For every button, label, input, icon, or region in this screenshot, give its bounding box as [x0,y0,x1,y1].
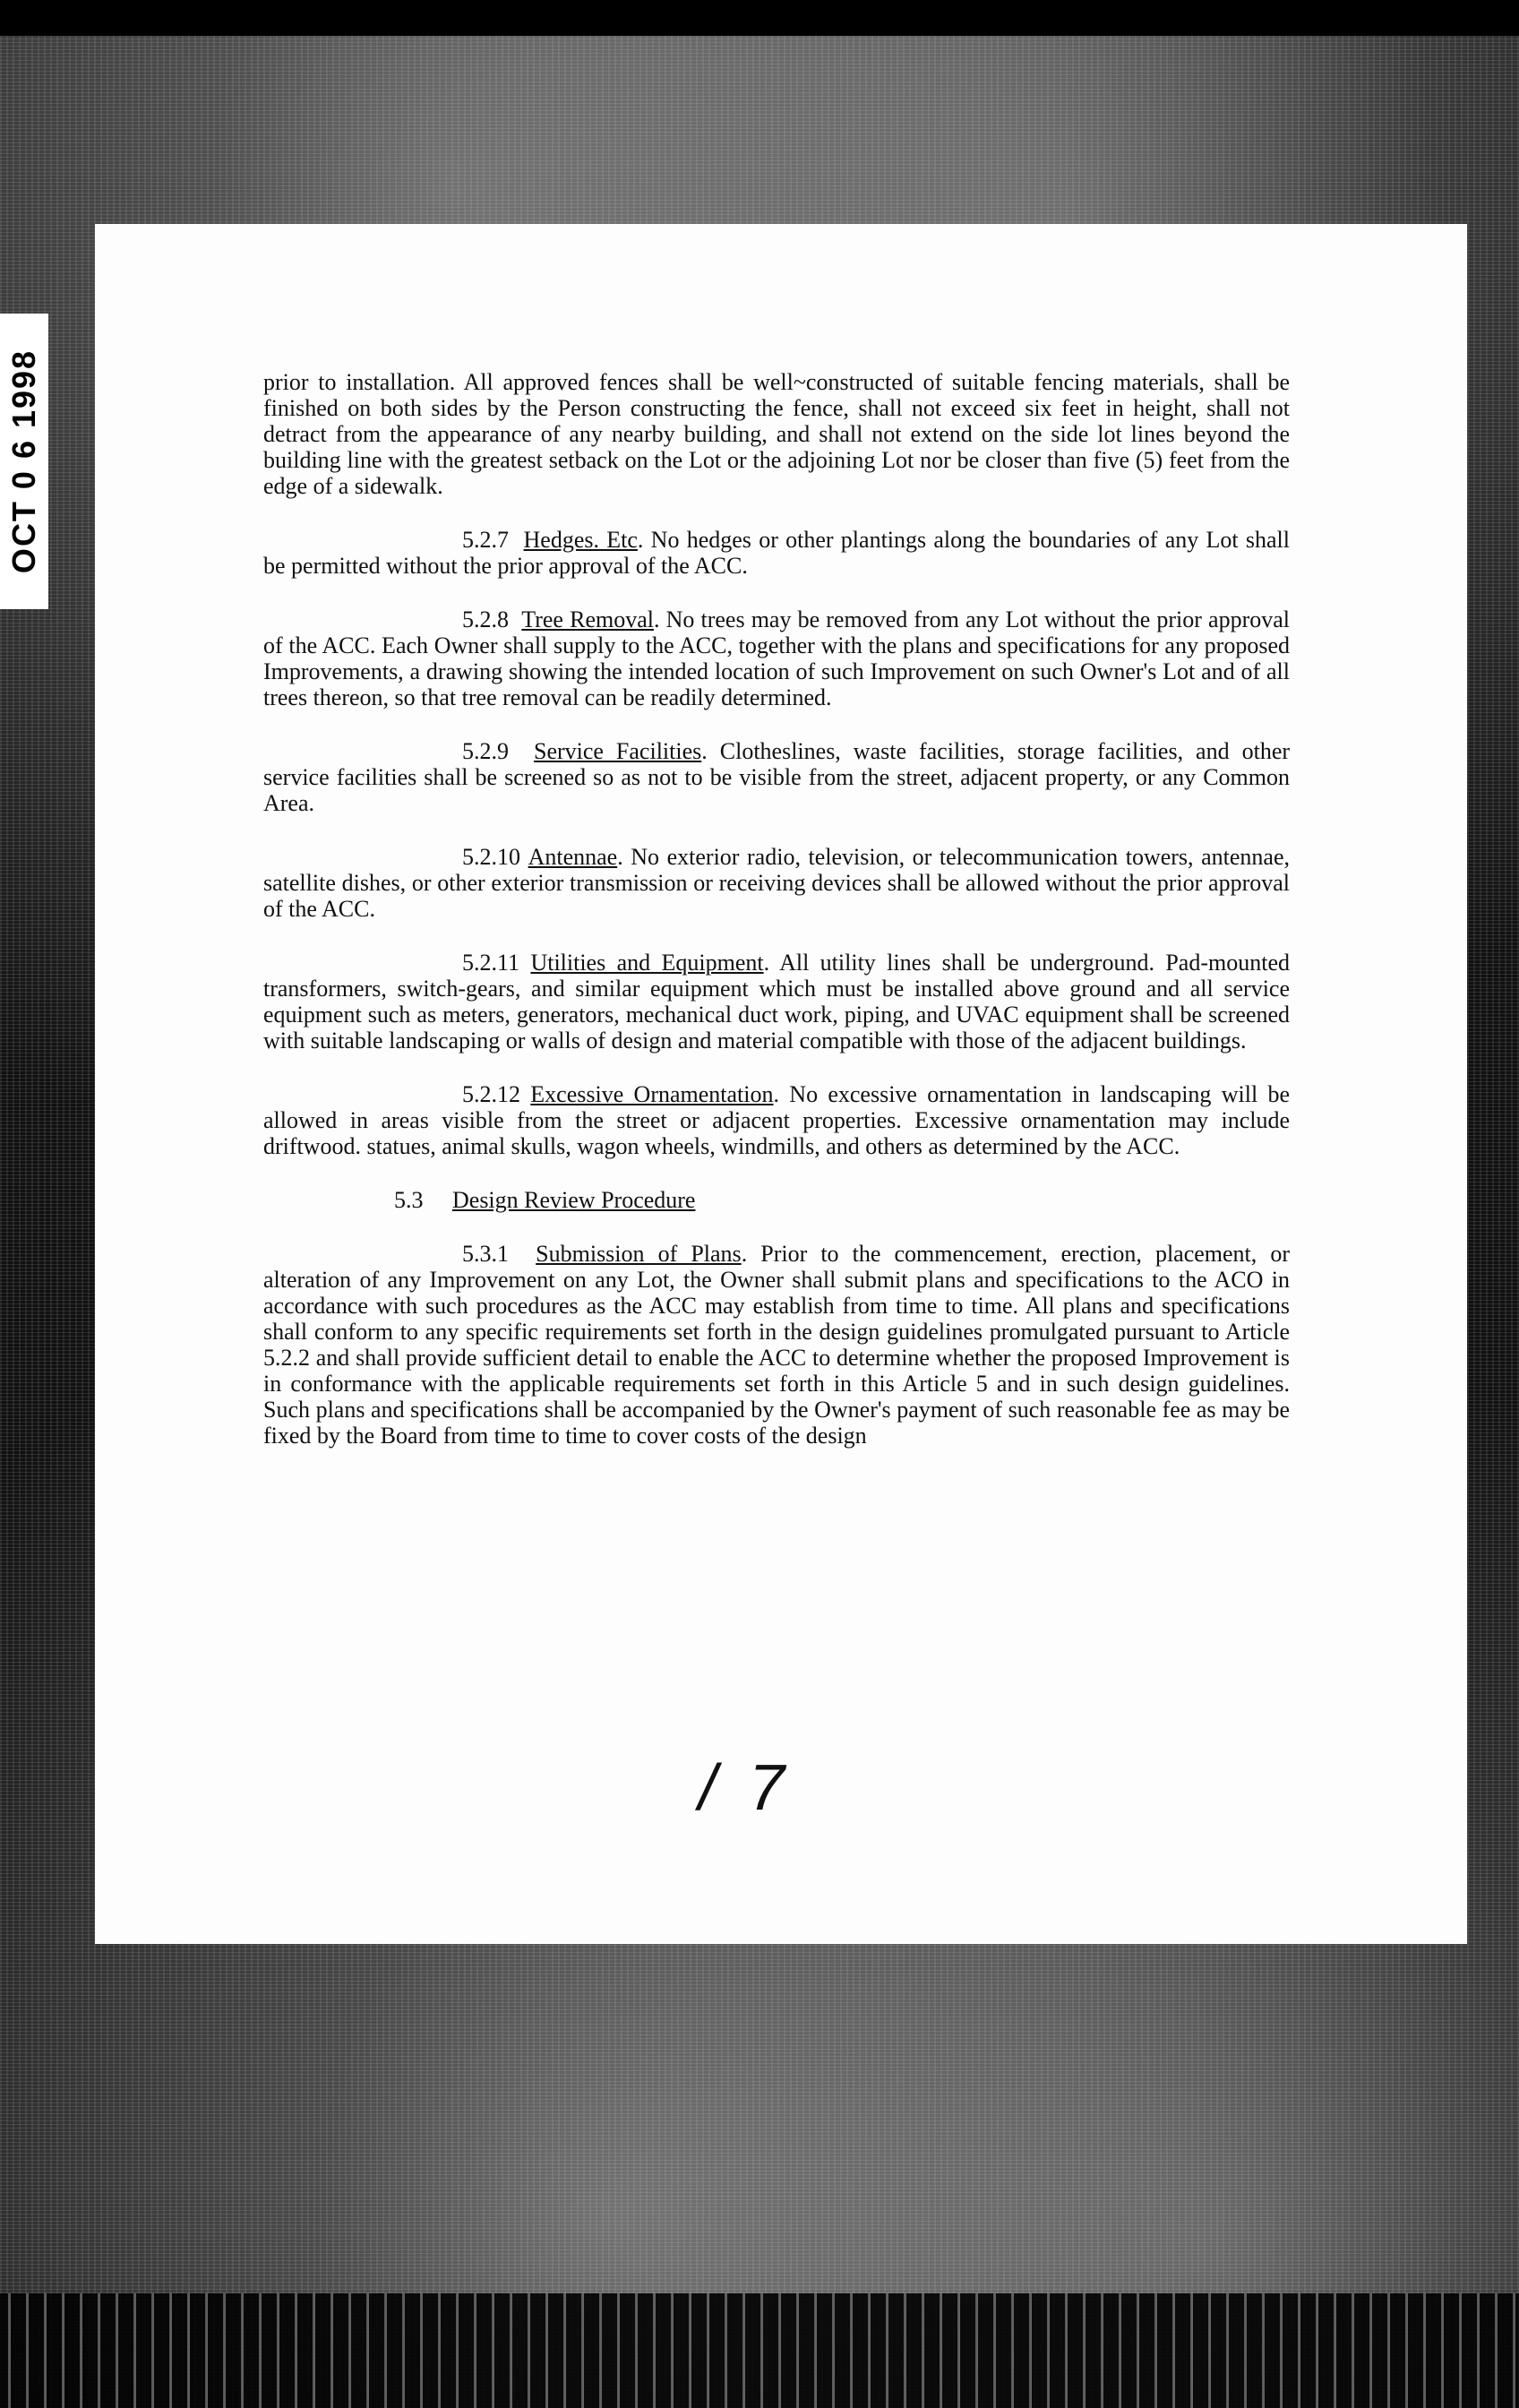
section-number: 5.2.7 [462,527,509,553]
paragraph-text: . No hedges or other plantings along the boundaries of any Lot shall be permitted without the prior approval of the ACC. [263,527,1290,579]
page-number: / 7 [699,1752,793,1824]
paragraph-5-2-7 [263,527,1290,579]
section-number: 5.2.10 [462,844,520,870]
paragraph-5-2-12 [263,1081,1290,1159]
section-number: 5.3 [394,1187,424,1213]
section-heading: Antennae [528,844,618,870]
section-number: 5.3.1 [462,1241,509,1267]
section-number: 5.2.12 [462,1081,520,1107]
paragraph-text: . Clotheslines, waste facilities, storage facilities, and other service facilities shall be screened so as not to be visible from the street, adjacent property, or any Common Area. [263,738,1291,816]
paragraph-text: . Prior to the commencement, erection, placement, or alteration of any Improvement on any Lot, the Owner shall submit plans and specifications to the ACO in accordance with such procedures as the ACC may establish from time to time. All plans and specifications shall conform to any specific requirements set forth in the design guidelines promulgated pursuant to Article 5.2.2 and shall provide sufficient detail to enable the ACC to determine whether the proposed Improvement is in conformance with the applicable requirements set forth in this Article 5 and in such design guidelines. Such plans and specifications shall be accompanied by the Owner's payment of such reasonable fee as may be fixed by the Board from time to time to cover costs of the design [263,1241,1291,1449]
section-heading: Hedges. Etc [523,527,638,553]
document-body [263,369,1290,1476]
paragraph-text: . All utility lines shall be underground. Pad-mounted transformers, switch-gears, and similar equipment which must be installed above ground and all service equipment such as meters, generators, mechanical duct work, piping, and UVAC equipment shall be screened with suitable landscaping or walls of design and material compatible with those of the adjacent buildings. [263,950,1290,1054]
section-number: 5.2.9 [462,738,509,764]
section-number: 5.2.11 [462,950,520,976]
section-heading-5-3 [263,1187,1290,1213]
date-stamp: OCT 0 6 1998 [5,348,42,574]
paragraph-5-2-9 [263,738,1290,816]
section-heading: Utilities and Equipment [530,950,764,976]
paragraph-text: . No exterior radio, television, or telecommunication towers, antennae, satellite dishes, or other exterior transmission or receiving devices shall be allowed without the prior approval of the ACC. [263,844,1291,922]
paragraph-text: prior to installation. All approved fences shall be well~constructed of suitable fencing materials, shall be finished on both sides by the Person constructing the fence, shall not exceed six feet in height, shall not detract from the appearance of any nearby building, and shall not extend on the side lot lines beyond the building line with the greatest setback on the Lot or the adjoining Lot nor be closer than five (5) feet from the edge of a sidewalk. [263,369,1290,499]
paragraph-text: . No trees may be removed from any Lot without the prior approval of the ACC. Each Owner shall supply to the ACC, together with the plans and specifications for any proposed Improvements, a drawing showing the intended location of such Improvement on such Owner's Lot and of all trees thereon, so that tree removal can be readily determined. [263,606,1291,710]
section-heading: Tree Removal [521,606,654,632]
paragraph-fences [263,369,1290,499]
section-heading: Service Facilities [533,738,702,764]
paragraph-text: . No excessive ornamentation in landscaping will be allowed in areas visible from the street or adjacent properties. Excessive ornamentation may include driftwood. statues, animal skulls, wagon wheels, windmills, and others as determined by the ACC. [263,1081,1290,1159]
scan-bottom-noise [0,2293,1519,2408]
paragraph-5-2-10 [263,844,1290,922]
paragraph-5-2-11 [263,950,1290,1054]
section-title: Design Review Procedure [452,1187,696,1213]
paragraph-5-2-8 [263,606,1290,710]
paragraph-5-3-1 [263,1241,1290,1449]
section-heading: Excessive Ornamentation [530,1081,774,1107]
section-number: 5.2.8 [462,606,509,632]
scan-top-edge [0,0,1519,36]
section-heading: Submission of Plans [536,1241,742,1267]
